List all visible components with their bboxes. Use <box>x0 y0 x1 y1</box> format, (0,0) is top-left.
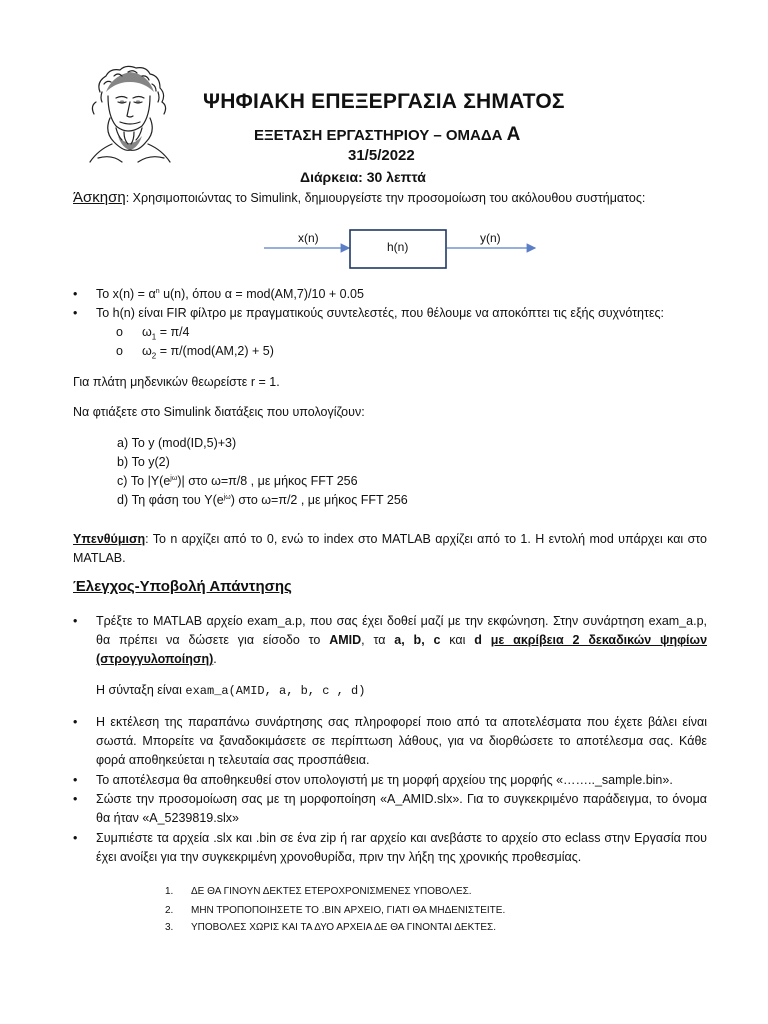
philosopher-bust-icon <box>78 62 182 168</box>
amid-keyword: AMID <box>329 633 362 647</box>
precision-requirement: με ακρίβεια 2 δεκαδικών ψηφίων (στρογγυλοποίηση) <box>96 633 708 666</box>
exercise-label: Άσκηση <box>73 189 126 206</box>
exercise-text: : Χρησιμοποιώντας το Simulink, δημιουργείστε την προσομοίωση του ακόλουθου συστήματος: <box>125 191 646 205</box>
exam-group: A <box>506 124 521 145</box>
run-matlab-text: . <box>213 652 217 666</box>
task-b: b) Το y(2) <box>117 455 170 469</box>
omega-symbol: ω <box>142 325 152 339</box>
omega-index: 2 <box>151 351 157 361</box>
sub-bullet-marker: o <box>116 344 123 358</box>
save-simulation-text: Σώστε την προσομοίωση σας με τη μορφοποίηση «A_AMID.slx». Για το συγκεκριμένο παράδειγμα, το όνομα θα ήταν «A_5239819.slx» <box>96 792 707 825</box>
omega-index: 1 <box>151 332 157 342</box>
reminder-note <box>73 530 707 568</box>
d-keyword: d <box>474 633 482 647</box>
filter-def-text: Το h(n) είναι FIR φίλτρο με πραγματικούς συντελεστές, που θέλουμε να αποκόπτει τις εξής συχνότητες: <box>96 306 665 320</box>
output-label: y(n) <box>480 231 501 245</box>
build-instruction: Να φτιάξετε στο Simulink διατάξεις που υπολογίζουν: <box>73 405 365 419</box>
note-text: ΜΗΝ ΤΡΟΠΟΠΟΙΗΣΕΤΕ ΤΟ .BIN ΑΡΧΕΙΟ, ΓΙΑΤΙ ΘΑ ΜΗΔΕΝΙΣΤΕΙΤΕ. <box>191 905 506 916</box>
bullet-marker: • <box>73 287 78 301</box>
reminder-text: : Το n αρχίζει από το 0, ενώ το index στο MATLAB αρχίζει από το 1. Η εντολή mod υπάρχει και στο MATLAB. <box>73 532 707 565</box>
bullet-marker: • <box>73 831 78 845</box>
run-matlab-text: Τρέξτε το MATLAB αρχείο exam_a.p, που σας έχει δοθεί μαζί με την εκφώνηση. Στην συνάρτηση exam_a.p, θα πρέπει να δώσετε για είσοδο το <box>96 614 707 647</box>
task-c-exponent: jω <box>170 474 178 482</box>
note-number: 1. <box>165 886 174 897</box>
omega-value: = π/4 <box>156 325 190 339</box>
bullet-marker: • <box>73 773 78 787</box>
syntax-code: exam_a(AMID, a, b, c , d) <box>185 684 366 698</box>
instruction-save-simulation <box>73 790 707 828</box>
task-c-text: c) Το |Y(e <box>117 474 171 488</box>
bullet-marker: • <box>73 792 78 806</box>
exam-subtitle <box>254 124 520 146</box>
syntax-line <box>96 683 365 698</box>
omega-value: = π/(mod(AM,2) + 5) <box>156 344 274 358</box>
system-block-diagram <box>260 222 540 272</box>
instruction-feedback <box>73 713 707 770</box>
page-title: ΨΗΦΙΑΚΗ ΕΠΕΞΕΡΓΑΣΙΑ ΣΗΜΑΤΟΣ <box>203 90 565 113</box>
bullet-marker: • <box>73 614 78 628</box>
instruction-run-matlab <box>73 612 708 669</box>
task-d-exponent: jω <box>223 493 231 501</box>
upload-text: Συμπιέστε τα αρχεία .slx και .bin σε ένα zip ή rar αρχείο και ανεβάστε το αρχείο στο eclass στην Εργασία που έχει ανοίξει για την συγκεκριμένη χρονοθυρίδα, πριν την λήξη της χρονικής προθεσμίας. <box>96 831 707 864</box>
note-number: 3. <box>165 922 174 933</box>
signal-exponent: n <box>155 287 160 295</box>
exam-date: 31/5/2022 <box>348 147 415 164</box>
run-matlab-text <box>482 633 491 647</box>
exercise-statement <box>73 189 645 206</box>
omega-symbol: ω <box>142 344 152 358</box>
note-number: 2. <box>165 905 174 916</box>
block-label: h(n) <box>387 240 409 254</box>
task-c-rest: )| στο ω=π/8 , με μήκος FFT 256 <box>177 474 358 488</box>
zeros-radius-note: Για πλάτη μηδενικών θεωρείστε r = 1. <box>73 375 280 389</box>
signal-def-text: Το x(n) = α <box>96 287 156 301</box>
task-d-rest: ) στο ω=π/2 , με μήκος FFT 256 <box>230 493 408 507</box>
bullet-marker: • <box>73 715 78 729</box>
submission-heading: Έλεγχος-Υποβολή Απάντησης <box>73 578 292 595</box>
abc-keyword: a, b, c <box>394 633 441 647</box>
run-matlab-text: , τα <box>361 633 395 647</box>
exam-subtitle-text: ΕΞΕΤΑΣΗ ΕΡΓΑΣΤΗΡΙΟΥ – ΟΜΑΔΑ <box>254 127 507 144</box>
task-d <box>117 493 408 507</box>
task-a: a) Το y (mod(ID,5)+3) <box>117 436 237 450</box>
task-c <box>117 474 358 488</box>
run-matlab-text: και <box>440 633 475 647</box>
syntax-label: Η σύνταξη είναι <box>96 683 186 697</box>
note-text: ΥΠΟΒΟΛΕΣ ΧΩΡΙΣ ΚΑΙ ΤΑ ΔΥΟ ΑΡΧΕΙΑ ΔΕ ΘΑ ΓΙΝΟΝΤΑΙ ΔΕΚΤΕΣ. <box>191 922 497 933</box>
note-text: ΔΕ ΘΑ ΓΙΝΟΥΝ ΔΕΚΤΕΣ ΕΤΕΡΟΧΡΟΝΙΣΜΕΝΕΣ ΥΠΟΒΟΛΕΣ. <box>191 886 472 897</box>
task-d-text: d) Τη φάση του Y(e <box>117 493 224 507</box>
exam-duration: Διάρκεια: 30 λεπτά <box>300 169 426 185</box>
input-label: x(n) <box>298 231 319 245</box>
instruction-result-file <box>73 771 707 790</box>
signal-def-rest: u(n), όπου α = mod(AM,7)/10 + 0.05 <box>159 287 364 301</box>
bullet-marker: • <box>73 306 78 320</box>
feedback-text: Η εκτέλεση της παραπάνω συνάρτησης σας πληροφορεί ποιο από τα αποτελέσματα που έχετε βάλει είναι σωστά. Μπορείτε να ξαναδοκιμάσετε σε περίπτωση λάθους, για να διορθώσετε το αποτέλεσμα σας. Κάθε φορά αποθηκεύεται η τελευταία σας προσπάθεια. <box>96 715 707 767</box>
sub-bullet-marker: o <box>116 325 123 339</box>
reminder-label: Υπενθύμιση <box>73 532 146 546</box>
instruction-upload <box>73 829 707 867</box>
result-file-text: Το αποτέλεσμα θα αποθηκευθεί στον υπολογιστή με τη μορφή αρχείου της μορφής «…….._sample.bin». <box>96 773 673 787</box>
